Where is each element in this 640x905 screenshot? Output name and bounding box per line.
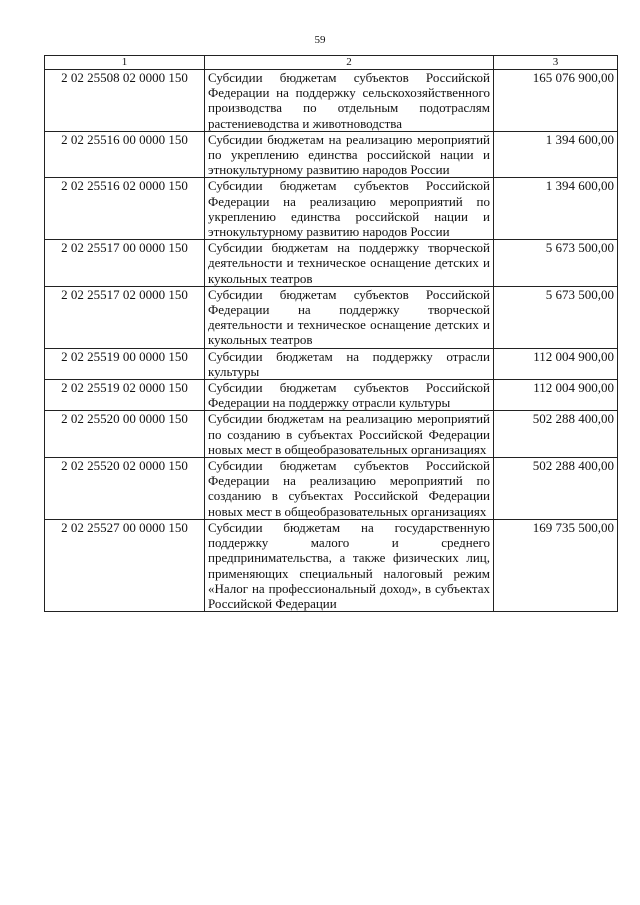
income-amount: 1 394 600,00 <box>494 131 618 178</box>
table-row <box>45 348 618 379</box>
income-amount: 5 673 500,00 <box>494 286 618 348</box>
income-code: 2 02 25519 02 0000 150 <box>45 380 205 411</box>
income-amount: 112 004 900,00 <box>494 380 618 411</box>
table-row <box>45 519 618 611</box>
table-row <box>45 70 618 132</box>
income-description: Субсидии бюджетам субъектов Российской Федерации на реализацию мероприятий по созданию в субъектах Российской Федерации новых мест в общеобразовательных организациях <box>205 458 494 520</box>
income-amount: 169 735 500,00 <box>494 519 618 611</box>
income-amount: 1 394 600,00 <box>494 178 618 240</box>
income-amount: 165 076 900,00 <box>494 70 618 132</box>
header-row <box>45 56 618 70</box>
income-description: Субсидии бюджетам субъектов Российской Федерации на поддержку сельскохозяйственного производства по отдельным подотраслям растениеводства и животноводства <box>205 70 494 132</box>
income-code: 2 02 25516 02 0000 150 <box>45 178 205 240</box>
income-code: 2 02 25520 00 0000 150 <box>45 411 205 458</box>
income-amount: 5 673 500,00 <box>494 240 618 287</box>
income-description: Субсидии бюджетам субъектов Российской Федерации на поддержку творческой деятельности и техническое оснащение детских и кукольных театров <box>205 286 494 348</box>
income-code: 2 02 25517 02 0000 150 <box>45 286 205 348</box>
column-header-3: 3 <box>494 56 618 70</box>
income-code: 2 02 25519 00 0000 150 <box>45 348 205 379</box>
income-code: 2 02 25517 00 0000 150 <box>45 240 205 287</box>
table-row <box>45 240 618 287</box>
income-description: Субсидии бюджетам на реализацию мероприятий по созданию в субъектах Российской Федерации новых мест в общеобразовательных организациях <box>205 411 494 458</box>
column-header-1: 1 <box>45 56 205 70</box>
table-row <box>45 178 618 240</box>
income-description: Субсидии бюджетам на государственную поддержку малого и среднего предпринимательства, а также физических лиц, применяющих специальный налоговый режим «Налог на профессиональный доход», в субъектах Российской Федерации <box>205 519 494 611</box>
table-row <box>45 131 618 178</box>
income-code: 2 02 25520 02 0000 150 <box>45 458 205 520</box>
income-amount: 112 004 900,00 <box>494 348 618 379</box>
table-row <box>45 458 618 520</box>
budget-table <box>44 55 618 612</box>
income-description: Субсидии бюджетам на реализацию мероприятий по укреплению единства российской нации и этнокультурному развитию народов России <box>205 131 494 178</box>
table-row <box>45 286 618 348</box>
income-code: 2 02 25516 00 0000 150 <box>45 131 205 178</box>
income-description: Субсидии бюджетам на поддержку творческой деятельности и техническое оснащение детских и кукольных театров <box>205 240 494 287</box>
column-header-2: 2 <box>205 56 494 70</box>
income-description: Субсидии бюджетам на поддержку отрасли культуры <box>205 348 494 379</box>
income-code: 2 02 25508 02 0000 150 <box>45 70 205 132</box>
table-row <box>45 411 618 458</box>
income-code: 2 02 25527 00 0000 150 <box>45 519 205 611</box>
page-number: 59 <box>314 34 326 46</box>
income-amount: 502 288 400,00 <box>494 458 618 520</box>
table-row <box>45 380 618 411</box>
income-description: Субсидии бюджетам субъектов Российской Федерации на реализацию мероприятий по укреплению единства российской нации и этнокультурному развитию народов России <box>205 178 494 240</box>
income-description: Субсидии бюджетам субъектов Российской Федерации на поддержку отрасли культуры <box>205 380 494 411</box>
income-amount: 502 288 400,00 <box>494 411 618 458</box>
